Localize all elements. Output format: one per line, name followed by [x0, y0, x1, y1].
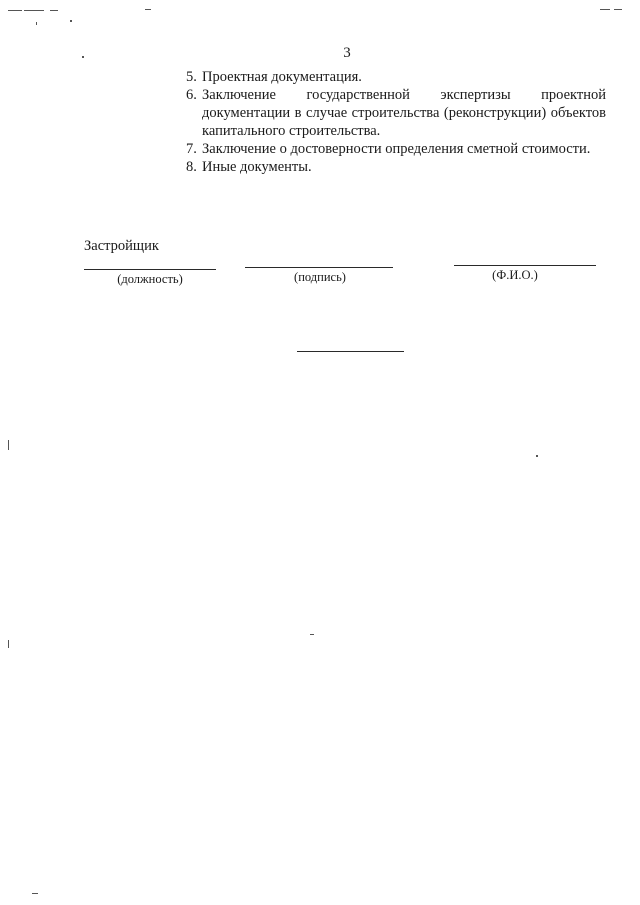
signature-line	[245, 267, 393, 268]
list-item-text: Иные документы.	[202, 159, 312, 175]
list-item-text: Заключение о достоверности определения сметной стоимости.	[202, 141, 591, 157]
scan-artifact	[600, 9, 610, 10]
scan-artifact	[614, 9, 622, 10]
scan-artifact	[32, 893, 38, 894]
scan-artifact	[50, 10, 58, 11]
scan-artifact	[36, 22, 37, 25]
list-item	[186, 140, 606, 158]
position-caption: (должность)	[117, 272, 183, 286]
name-caption: (Ф.И.О.)	[492, 268, 538, 282]
position-line	[84, 269, 216, 270]
scan-artifact	[8, 10, 22, 11]
scan-artifact	[70, 20, 72, 22]
name-line	[454, 265, 596, 266]
scan-artifact	[8, 440, 9, 450]
list-item-number: 5.	[186, 69, 197, 85]
scan-artifact	[145, 9, 151, 10]
list-item	[186, 158, 606, 176]
list-item	[186, 86, 606, 140]
document-list	[186, 68, 606, 176]
list-item	[186, 68, 606, 86]
scan-artifact	[536, 455, 538, 457]
scan-artifact	[24, 10, 44, 11]
list-item-number: 6.	[186, 87, 197, 103]
end-separator	[297, 351, 404, 352]
list-item-number: 8.	[186, 159, 197, 175]
list-item-number: 7.	[186, 141, 197, 157]
page-number: 3	[343, 45, 351, 61]
signature-caption: (подпись)	[294, 270, 346, 284]
scan-artifact	[8, 640, 9, 648]
list-item-text: Заключение государственной экспертизы проектной документации в случае строительства (реконструкции) объектов капитального строительства.	[202, 87, 606, 139]
list-item-text: Проектная документация.	[202, 69, 362, 85]
signer-label: Застройщик	[84, 238, 159, 254]
scan-artifact	[310, 634, 314, 635]
